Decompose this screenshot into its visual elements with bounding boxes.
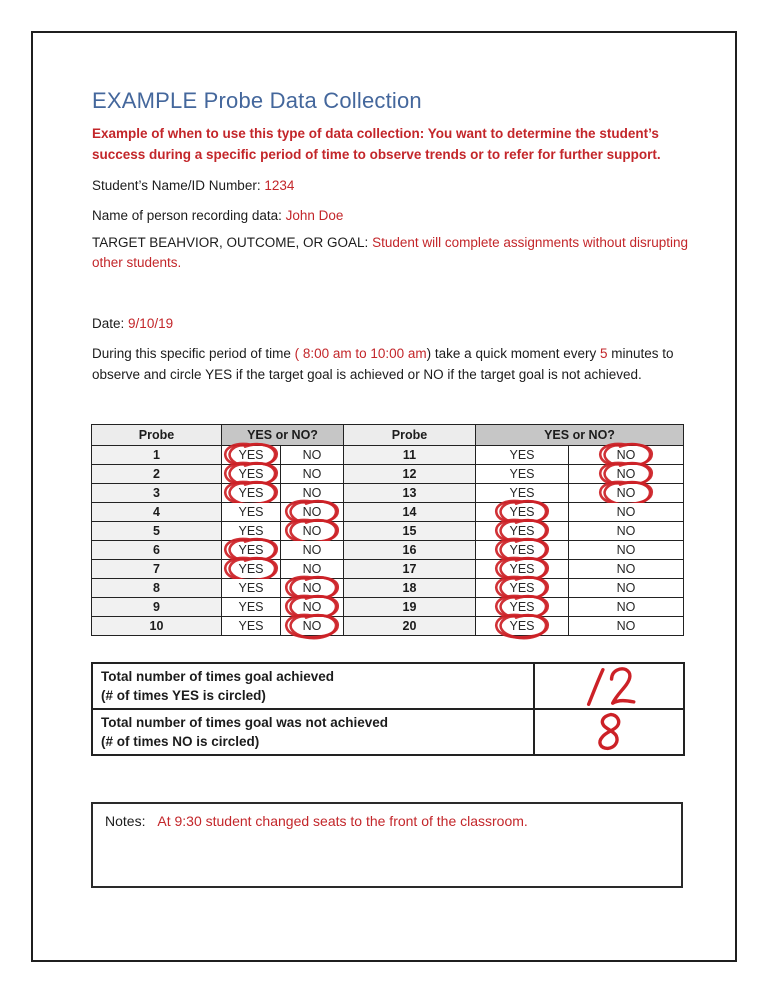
table-row (92, 484, 684, 503)
notes-box (91, 802, 683, 888)
answer-label: YES (509, 505, 535, 519)
answer-label: YES (238, 486, 264, 500)
field-value: 1234 (264, 178, 295, 193)
no-cell (281, 446, 344, 465)
red-circle-annotation (492, 612, 552, 640)
answer-label: YES (238, 505, 264, 519)
field-label: TARGET BEAHVIOR, OUTCOME, OR GOAL: (92, 235, 369, 250)
notes-text: At 9:30 student changed seats to the front of the classroom. (157, 813, 528, 829)
column-header-yesno-right: YES or NO? (476, 425, 684, 446)
answer-label: NO (616, 524, 636, 538)
instruction-segment: ) take a quick moment every (426, 346, 600, 361)
instruction-segment: During this specific period of time (92, 346, 295, 361)
probe-number-cell: 18 (344, 579, 476, 598)
intro-note: Example of when to use this type of data collection: You want to determine the student’s success during a specific period of time to observe trends or to refer for further support. (92, 126, 661, 162)
no-cell (569, 579, 684, 598)
no-cell (569, 503, 684, 522)
yes-cell (222, 598, 281, 617)
answer-label: YES (238, 467, 264, 481)
answer-label: NO (616, 619, 636, 633)
table-row (92, 503, 684, 522)
probe-number-cell: 3 (92, 484, 222, 503)
table-row (92, 598, 684, 617)
answer-label: NO (302, 467, 322, 481)
probe-number-cell: 19 (344, 598, 476, 617)
probe-number-cell: 8 (92, 579, 222, 598)
answer-label: NO (616, 486, 636, 500)
answer-label: NO (616, 562, 636, 576)
column-header-yesno-left: YES or NO? (222, 425, 344, 446)
answer-label: NO (302, 562, 322, 576)
table-row (92, 522, 684, 541)
totals-table-body (92, 663, 684, 755)
yes-cell (222, 484, 281, 503)
no-cell (569, 522, 684, 541)
answer-label: NO (616, 505, 636, 519)
probe-number-cell: 10 (92, 617, 222, 636)
page-title: EXAMPLE Probe Data Collection (92, 88, 422, 113)
field-value: Student will complete assignments without disrupting other students. (92, 235, 688, 270)
answer-label: NO (302, 600, 322, 614)
answer-label: YES (509, 581, 535, 595)
probe-number-cell: 17 (344, 560, 476, 579)
probe-number-cell: 11 (344, 446, 476, 465)
yes-cell (222, 503, 281, 522)
totals-label-line1: Total number of times goal achieved (101, 669, 335, 684)
answer-label: NO (302, 505, 322, 519)
handwritten-number (578, 664, 640, 708)
no-cell (281, 541, 344, 560)
answer-label: NO (302, 486, 322, 500)
no-cell (281, 617, 344, 636)
answer-label: YES (238, 581, 264, 595)
no-cell (569, 541, 684, 560)
probe-table-body (92, 446, 684, 636)
probe-number-cell: 20 (344, 617, 476, 636)
answer-label: NO (616, 448, 636, 462)
table-row (92, 579, 684, 598)
handwritten-number (592, 710, 627, 754)
answer-label: YES (238, 543, 264, 557)
totals-container (91, 662, 685, 756)
answer-label: YES (509, 562, 535, 576)
no-cell (281, 465, 344, 484)
yes-cell (476, 446, 569, 465)
table-row (92, 465, 684, 484)
target-behavior-field (92, 233, 688, 273)
probe-number-cell: 7 (92, 560, 222, 579)
no-cell (569, 560, 684, 579)
no-cell (569, 617, 684, 636)
answer-label: YES (509, 619, 535, 633)
yes-cell (476, 617, 569, 636)
date-field (92, 314, 173, 334)
answer-label: NO (302, 581, 322, 595)
probe-number-cell: 14 (344, 503, 476, 522)
document-page (31, 31, 737, 962)
table-row (92, 446, 684, 465)
field-label: Date: (92, 316, 125, 331)
probe-number-cell: 12 (344, 465, 476, 484)
yes-cell (222, 617, 281, 636)
totals-label (92, 709, 534, 755)
totals-row (92, 663, 684, 709)
probe-number-cell: 16 (344, 541, 476, 560)
student-id-field (92, 176, 294, 196)
totals-row (92, 709, 684, 755)
probe-number-cell: 9 (92, 598, 222, 617)
probe-number-cell: 4 (92, 503, 222, 522)
totals-label-line2: (# of times NO is circled) (101, 734, 260, 749)
probe-data-table (91, 424, 684, 636)
totals-table (91, 662, 685, 756)
column-header-probe-right: Probe (344, 425, 476, 446)
instruction-segment: minutes to observe and circle YES if the target goal is achieved or NO if the target goal is not achieved. (92, 346, 674, 382)
no-cell (281, 522, 344, 541)
answer-label: NO (616, 600, 636, 614)
table-row (92, 560, 684, 579)
instructions-paragraph (92, 343, 692, 385)
probe-number-cell: 5 (92, 522, 222, 541)
answer-label: YES (238, 562, 264, 576)
column-header-probe-left: Probe (92, 425, 222, 446)
probe-number-cell: 1 (92, 446, 222, 465)
field-value: John Doe (285, 208, 344, 223)
no-cell (569, 598, 684, 617)
probe-number-cell: 13 (344, 484, 476, 503)
answer-label: NO (302, 543, 322, 557)
totals-label-line2: (# of times YES is circled) (101, 688, 266, 703)
field-value: 9/10/19 (128, 316, 174, 331)
table-row (92, 617, 684, 636)
probe-number-cell: 2 (92, 465, 222, 484)
probe-number-cell: 15 (344, 522, 476, 541)
yes-cell (476, 465, 569, 484)
handwritten-value-cell (534, 663, 684, 709)
totals-label (92, 663, 534, 709)
instruction-red-segment: ( 8:00 am to 10:00 am (294, 346, 427, 361)
answer-label: YES (238, 619, 264, 633)
table-row (92, 541, 684, 560)
probe-number-cell: 6 (92, 541, 222, 560)
answer-label: YES (238, 524, 264, 538)
answer-label: YES (509, 486, 535, 500)
totals-label-line1: Total number of times goal was not achieved (101, 715, 389, 730)
answer-label: YES (509, 524, 535, 538)
answer-label: NO (616, 467, 636, 481)
answer-label: NO (302, 448, 322, 462)
field-label: Name of person recording data: (92, 208, 282, 223)
answer-label: YES (509, 467, 535, 481)
notes-label: Notes: (105, 813, 146, 829)
answer-label: YES (509, 543, 535, 557)
recorder-field (92, 206, 343, 226)
instruction-red-segment: 5 (600, 346, 608, 361)
field-label: Student’s Name/ID Number: (92, 178, 261, 193)
table-header-row (92, 425, 684, 446)
answer-label: NO (616, 581, 636, 595)
answer-label: YES (509, 600, 535, 614)
red-circle-annotation (282, 612, 342, 640)
probe-table-container (91, 424, 684, 636)
handwritten-value-cell (534, 709, 684, 755)
no-cell (569, 484, 684, 503)
answer-label: NO (302, 619, 322, 633)
answer-label: NO (302, 524, 322, 538)
answer-label: NO (616, 543, 636, 557)
yes-cell (222, 579, 281, 598)
answer-label: YES (238, 448, 264, 462)
answer-label: YES (509, 448, 535, 462)
answer-label: YES (238, 600, 264, 614)
yes-cell (222, 560, 281, 579)
